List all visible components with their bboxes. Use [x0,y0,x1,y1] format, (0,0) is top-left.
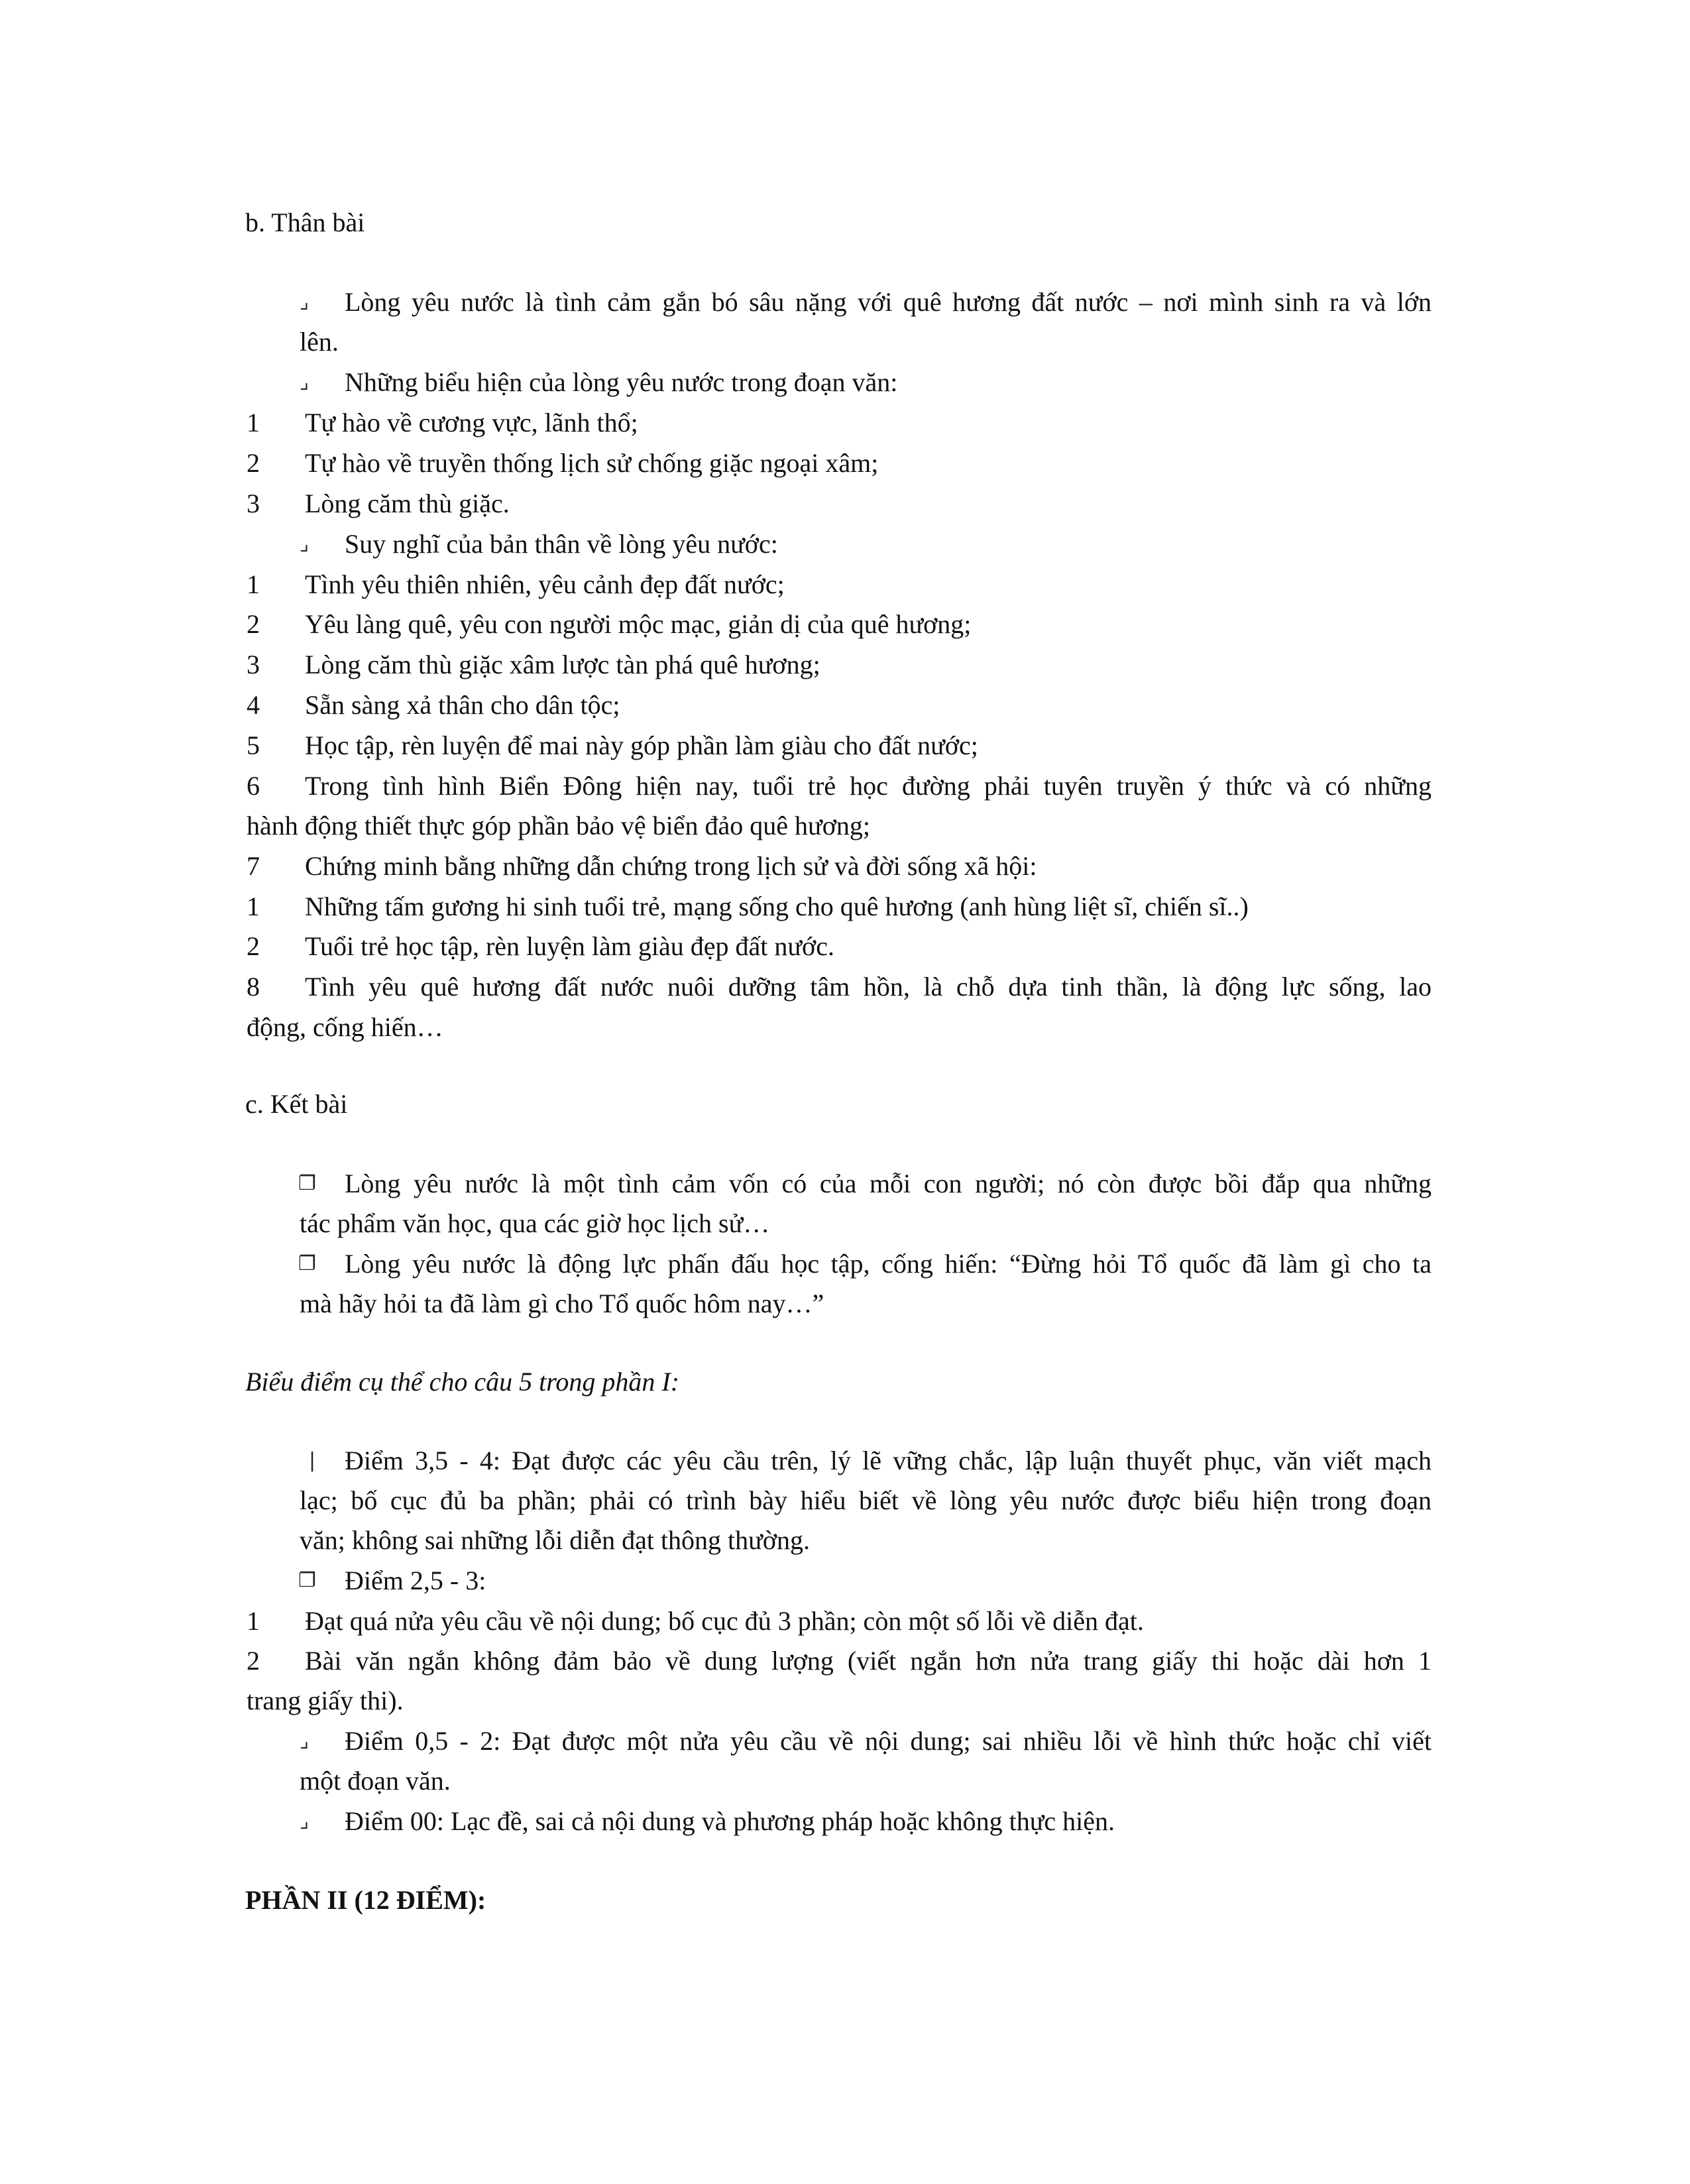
than-bai-bullet1-line1: Lòng yêu nước là tình cảm gắn bó sâu nặng với quê hương đất nước – nơi mình sinh ra và lớn [345,287,1432,317]
list-item: Tuổi trẻ học tập, rèn luyện làm giàu đẹp đất nước. [305,931,834,961]
list-item-8-line1: Tình yêu quê hương đất nước nuôi dưỡng tâm hồn, là chỗ dựa tinh thần, là động lực sống, lao [305,972,1432,1002]
box-bullet-icon: ❐ [298,1569,316,1592]
list-item: Tự hào về truyền thống lịch sử chống giặc ngoại xâm; [305,448,879,478]
list-number: 5 [247,730,260,760]
ket-bai-bullet2-line1: Lòng yêu nước là động lực phấn đấu học tập, cống hiến: “Đừng hỏi Tổ quốc đã làm gì cho ta [345,1249,1432,1279]
score1-line1: Điểm 3,5 - 4: Đạt được các yêu cầu trên, lý lẽ vững chắc, lập luận thuyết phục, văn viết mạch [345,1446,1432,1475]
list-number: 2 [247,609,260,639]
than-bai-bullet2: Những biểu hiện của lòng yêu nước trong đoạn văn: [345,367,898,397]
list-item-6-line1: Trong tình hình Biển Đông hiện nay, tuổi trẻ học đường phải tuyên truyền ý thức và có những [305,771,1432,801]
bar-bullet-icon: | [309,1449,316,1472]
corner-bullet-icon: ⌟ [300,532,310,555]
list-item: Lòng căm thù giặc xâm lược tàn phá quê hương; [305,650,820,679]
list-item: Những tấm gương hi sinh tuổi trẻ, mạng sống cho quê hương (anh hùng liệt sĩ, chiến sĩ..) [305,891,1249,921]
score1-line3: văn; không sai những lỗi diễn đạt thông thường. [300,1525,810,1555]
section-heading-phan-2: PHẦN II (12 ĐIỂM): [245,1885,486,1915]
list-number: 4 [247,690,260,720]
ket-bai-bullet1-line1: Lòng yêu nước là một tình cảm vốn có của mỗi con người; nó còn được bồi đắp qua những [345,1169,1432,1198]
list-item-8-line2: động, cống hiến… [247,1012,443,1042]
than-bai-bullet1-line2: lên. [300,327,339,357]
list-number: 1 [247,408,260,437]
ket-bai-bullet2-line2: mà hãy hỏi ta đã làm gì cho Tổ quốc hôm nay…” [300,1289,824,1318]
score2-item2-line2: trang giấy thi). [247,1686,404,1715]
score1-line2: lạc; bố cục đủ ba phần; phải có trình bày hiểu biết về lòng yêu nước được biểu hiện trong đoạn [300,1485,1432,1515]
list-number: 1 [247,569,260,599]
score4: Điểm 00: Lạc đề, sai cả nội dung và phương pháp hoặc không thực hiện. [345,1806,1115,1836]
list-number: 2 [247,931,260,961]
list-number: 8 [247,972,260,1002]
corner-bullet-icon: ⌟ [300,290,310,314]
score2-item2-line1: Bài văn ngắn không đảm bảo về dung lượng (viết ngắn hơn nửa trang giấy thi hoặc dài hơn 1 [305,1646,1432,1676]
list-item: Học tập, rèn luyện để mai này góp phần làm giàu cho đất nước; [305,730,978,760]
than-bai-bullet3: Suy nghĩ của bản thân về lòng yêu nước: [345,529,778,559]
score2-item1: Đạt quá nửa yêu cầu về nội dung; bố cục đủ 3 phần; còn một số lỗi về diễn đạt. [305,1606,1144,1636]
list-item: Yêu làng quê, yêu con người mộc mạc, giản dị của quê hương; [305,609,972,639]
ket-bai-bullet1-line2: tác phẩm văn học, qua các giờ học lịch sử… [300,1208,770,1238]
list-item: Tình yêu thiên nhiên, yêu cảnh đẹp đất nước; [305,569,785,599]
section-heading-ket-bai: c. Kết bài [245,1089,348,1119]
list-number: 2 [247,448,260,478]
corner-bullet-icon: ⌟ [300,1810,310,1833]
list-number: 3 [247,650,260,679]
list-item-6-line2: hành động thiết thực góp phần bảo vệ biển đảo quê hương; [247,811,870,840]
list-item-7: Chứng minh bằng những dẫn chứng trong lịch sử và đời sống xã hội: [305,851,1037,881]
corner-bullet-icon: ⌟ [300,371,310,394]
score2-heading: Điểm 2,5 - 3: [345,1566,486,1595]
list-number: 6 [247,771,260,801]
box-bullet-icon: ❐ [298,1172,316,1195]
section-heading-bieu-diem: Biểu điểm cụ thể cho câu 5 trong phần I: [245,1367,680,1397]
list-number: 7 [247,851,260,881]
list-number: 2 [247,1646,260,1676]
list-number: 1 [247,1606,260,1636]
list-item: Tự hào về cương vực, lãnh thổ; [305,408,638,437]
score3-line2: một đoạn văn. [300,1766,451,1796]
score3-line1: Điểm 0,5 - 2: Đạt được một nửa yêu cầu về nội dung; sai nhiều lỗi về hình thức hoặc chỉ viết [345,1726,1432,1756]
corner-bullet-icon: ⌟ [300,1729,310,1753]
box-bullet-icon: ❐ [298,1252,316,1275]
section-heading-than-bai: b. Thân bài [245,207,365,237]
list-item: Sẵn sàng xả thân cho dân tộc; [305,690,620,720]
list-item: Lòng căm thù giặc. [305,489,510,518]
list-number: 3 [247,489,260,518]
list-number: 1 [247,891,260,921]
